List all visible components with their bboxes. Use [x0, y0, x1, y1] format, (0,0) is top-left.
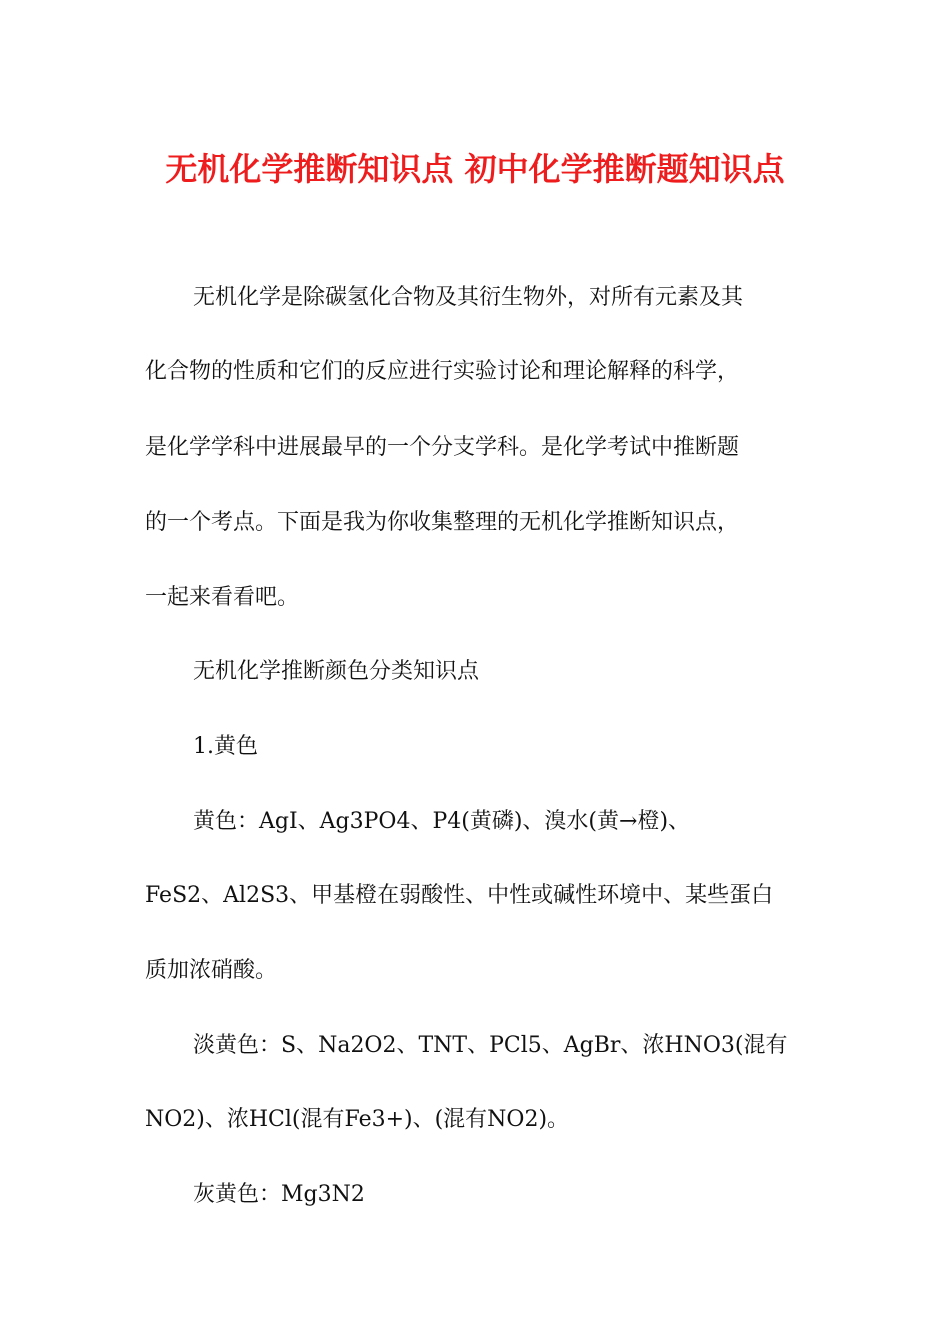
yellow-paragraph-line-3: 质加浓硝酸。 [145, 958, 278, 983]
paragraph-intro-line-1: 无机化学是除碳氢化合物及其衍生物外，对所有元素及其 [193, 285, 744, 310]
document-title: 无机化学推断知识点 初中化学推断题知识点 [165, 150, 785, 188]
paragraph-intro-line-4: 的一个考点。下面是我为你收集整理的无机化学推断知识点， [145, 510, 740, 535]
paragraph-intro-line-2: 化合物的性质和它们的反应进行实验讨论和理论解释的科学， [145, 359, 740, 384]
paragraph-intro-line-3: 是化学学科中进展最早的一个分支学科。是化学考试中推断题 [145, 435, 740, 460]
subsection-heading-yellow: 1.黄色 [193, 734, 258, 759]
yellow-paragraph-line-2: FeS2、Al2S3、甲基橙在弱酸性、中性或碱性环境中、某些蛋白 [145, 883, 774, 908]
pale-yellow-paragraph-line-1: 淡黄色：S、Na2O2、TNT、PCl5、AgBr、浓HNO3(混有 [193, 1033, 788, 1058]
pale-yellow-paragraph-line-2: NO2)、浓HCl(混有Fe3+)、(混有NO2)。 [145, 1107, 570, 1132]
section-heading: 无机化学推断颜色分类知识点 [193, 659, 480, 684]
yellow-paragraph-line-1: 黄色：AgI、Ag3PO4、P4(黄磷)、溴水(黄→橙)、 [193, 809, 691, 834]
paragraph-intro-line-5: 一起来看看吧。 [145, 585, 300, 610]
gray-yellow-paragraph: 灰黄色：Mg3N2 [193, 1182, 365, 1207]
